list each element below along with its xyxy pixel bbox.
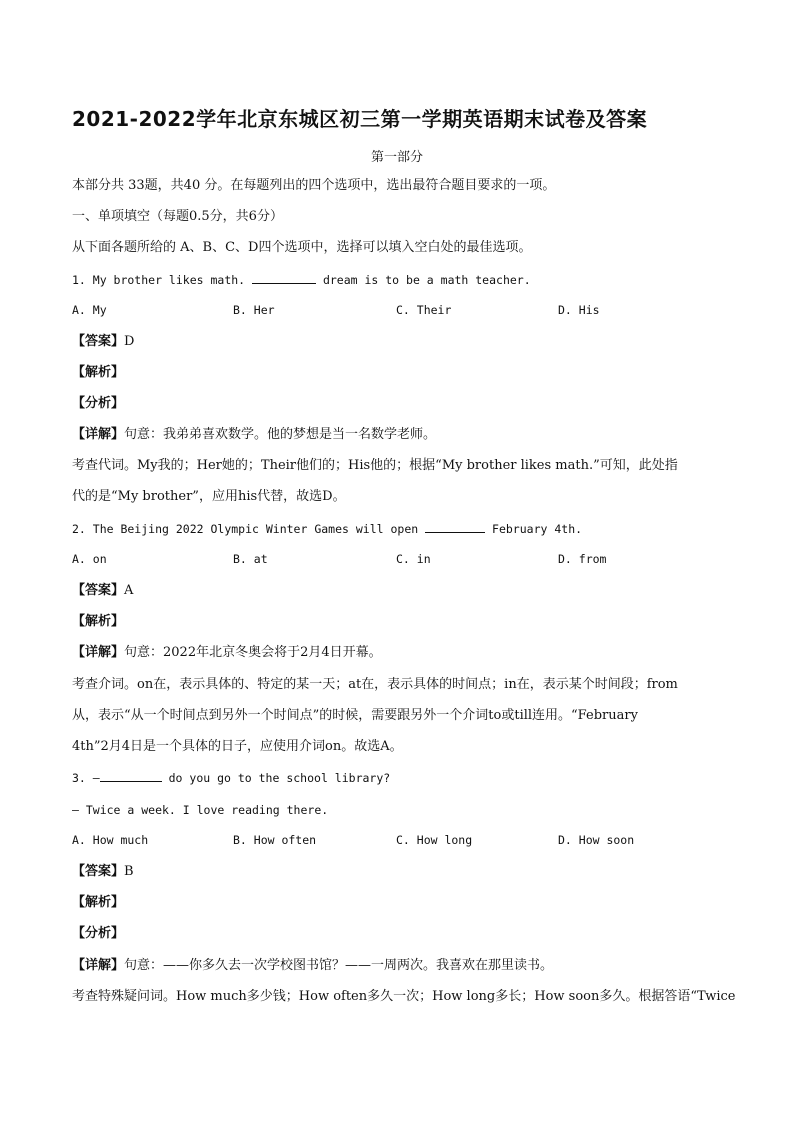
q3-analysis-label: 【解析】 — [72, 895, 125, 910]
q1-stem — [72, 270, 727, 290]
q3-answer-value: B — [124, 864, 134, 879]
q3-stem-start: 3. — — [72, 771, 100, 785]
q2-detail — [72, 643, 727, 663]
q3-detail-text: 句意：——你多久去一次学校图书馆？——一周两次。我喜欢在那里读书。 — [124, 958, 554, 973]
detail-label: 【详解】 — [72, 645, 125, 660]
q3-option-b: B. How often — [233, 833, 317, 847]
q1-explain-line-2: 代的是“My brother”，应用his代替，故选D。 — [72, 489, 346, 504]
page-title: 2021-2022学年北京东城区初三第一学期英语期末试卷及答案 — [72, 107, 648, 131]
answer-label: 【答案】 — [72, 583, 125, 598]
q3-option-d: D. How soon — [558, 833, 635, 847]
answer-label: 【答案】 — [72, 864, 125, 879]
q2-detail-text: 句意：2022年北京冬奥会将于2月4日开幕。 — [124, 645, 382, 660]
q2-explain-line-2: 从，表示“从一个时间点到另外一个时间点”的时候，需要跟另外一个介词to或till连用。“February — [72, 708, 638, 723]
q1-fenxi-label: 【分析】 — [72, 396, 125, 411]
q2-option-b: B. at — [233, 552, 268, 566]
q1-detail — [72, 425, 727, 445]
q1-answer — [72, 332, 727, 352]
detail-label: 【详解】 — [72, 958, 125, 973]
q1-analysis-label: 【解析】 — [72, 365, 125, 380]
q2-explain-line-3: 4th”2月4日是一个具体的日子，应使用介词on。故选A。 — [72, 739, 403, 754]
q2-option-d: D. from — [558, 552, 607, 566]
q1-explain-line-1: 考查代词。My我的；Her她的；Their他们的；His他的；根据“My brother likes math.”可知，此处指 — [72, 458, 678, 473]
q3-answer — [72, 862, 727, 882]
q2-stem-start: 2. The Beijing 2022 Olympic Winter Games will open — [72, 522, 426, 536]
q1-option-b: B. Her — [233, 303, 275, 317]
section-heading: 第一部分 — [370, 150, 423, 165]
q3-explain-line-1: 考查特殊疑问词。How much多少钱；How often多久一次；How long多长；How soon多久。根据答语“Twice — [72, 989, 736, 1004]
q1-stem-end: dream is to be a math teacher. — [316, 273, 531, 287]
q1-option-a: A. My — [72, 303, 107, 317]
q2-analysis-label: 【解析】 — [72, 614, 125, 629]
q2-answer-value: A — [124, 583, 134, 598]
q3-blank — [100, 769, 162, 782]
q3-fenxi-label: 【分析】 — [72, 926, 125, 941]
q3-option-c: C. How long — [396, 833, 473, 847]
q2-explain-line-1: 考查介词。on在，表示具体的、特定的某一天；at在，表示具体的时间点；in在，表示某个时间段；from — [72, 677, 678, 692]
q2-option-c: C. in — [396, 552, 431, 566]
intro-text: 本部分共 33题，共40 分。在每题列出的四个选项中，选出最符合题目要求的一项。 — [72, 178, 556, 193]
q1-option-c: C. Their — [396, 303, 452, 317]
q3-detail — [72, 956, 727, 976]
q2-stem — [72, 519, 727, 539]
q1-option-d: D. His — [558, 303, 600, 317]
q2-stem-end: February 4th. — [485, 522, 583, 536]
q2-option-a: A. on — [72, 552, 107, 566]
part1-instruction: 从下面各题所给的 A、B、C、D四个选项中，选择可以填入空白处的最佳选项。 — [72, 240, 532, 255]
q3-stem — [72, 768, 727, 788]
q1-stem-start: 1. My brother likes math. — [72, 273, 253, 287]
q3-reply: — Twice a week. I love reading there. — [72, 803, 329, 817]
q1-blank — [252, 271, 316, 284]
q3-option-a: A. How much — [72, 833, 149, 847]
q1-detail-text: 句意：我弟弟喜欢数学。他的梦想是当一名数学老师。 — [124, 427, 437, 442]
q3-stem-end: do you go to the school library? — [161, 771, 391, 785]
q2-blank — [425, 520, 485, 533]
detail-label: 【详解】 — [72, 427, 125, 442]
q1-answer-value: D — [124, 334, 135, 349]
q2-answer — [72, 581, 727, 601]
part1-heading: 一、单项填空（每题0.5分，共6分） — [72, 209, 283, 224]
answer-label: 【答案】 — [72, 334, 125, 349]
